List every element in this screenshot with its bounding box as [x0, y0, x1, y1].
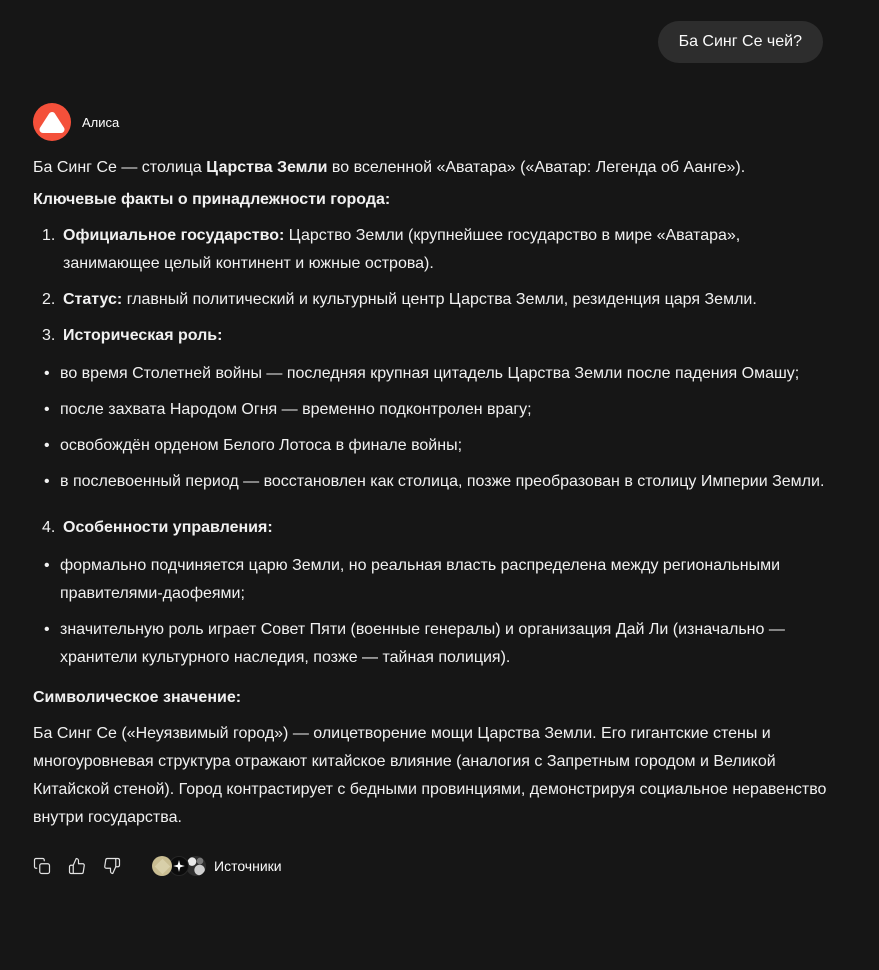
item-number: 3. [42, 327, 56, 344]
list-item: • после захвата Народом Огня — временно подконтролен врагу; [60, 396, 827, 424]
source-favicon-2 [169, 856, 189, 876]
facts-heading: Ключевые факты о принадлежности города: [33, 191, 391, 208]
copy-icon [33, 857, 51, 875]
assistant-name: Алиса [82, 114, 120, 130]
item-body-text: Царство Земли (крупнейшее государство в мире «Аватара», занимающее целый континент и южные острова). [63, 227, 741, 272]
list-item: • во время Столетней войны — последняя крупная цитадель Царства Земли после падения Омашу; [60, 360, 827, 388]
item-text [63, 514, 827, 542]
item-bold-label: Статус: [63, 291, 123, 308]
item-number: 2. [42, 291, 56, 308]
symbolic-heading: Символическое значение: [33, 689, 242, 706]
item-text [63, 222, 827, 278]
item-number: 1. [42, 227, 56, 244]
thumbs-down-button[interactable] [103, 857, 121, 875]
list-item: • освобождён орденом Белого Лотоса в финале войны; [60, 432, 827, 460]
intro-text: Ба Синг Се — столица [33, 159, 207, 176]
source-favicon-1 [152, 856, 172, 876]
item-body-text: главный политический и культурный центр Царства Земли, резиденция царя Земли. [122, 291, 757, 308]
intro-text-after: во вселенной «Аватара» («Аватар: Легенда об Аанге»). [327, 159, 746, 176]
diamond-icon [154, 858, 170, 874]
assistant-header [33, 103, 846, 141]
thumbs-down-icon [103, 857, 121, 875]
numbered-list-continued [33, 514, 827, 542]
governance-bullet-list [33, 552, 827, 672]
sources-label: Источники [214, 858, 282, 874]
user-message-text: Ба Синг Се чей? [678, 33, 802, 50]
intro-bold-text: Царства Земли [206, 159, 328, 176]
numbered-item [33, 222, 827, 278]
list-item: • в послевоенный период — восстановлен как столица, позже преобразован в столицу Империи Земли. [60, 468, 827, 496]
symbolic-paragraph: Ба Синг Се («Неуязвимый город») — олицетворение мощи Царства Земли. Его гигантские стены и многоуровневая структура отражают китайское влияние (аналогия с Запретным городом и Великой Китайской стеной). Город контрастирует с бедными провинциями, демонстрируя социальное неравенство внутри государства. [33, 725, 827, 826]
copy-button[interactable] [33, 857, 51, 875]
item-bold-label: Официальное государство: [63, 227, 285, 244]
numbered-item [33, 286, 827, 314]
list-item: • формально подчиняется царю Земли, но реальная власть распределена между региональными правителями-даофеями; [60, 552, 827, 608]
numbered-item [33, 322, 827, 350]
thumbs-up-button[interactable] [68, 857, 86, 875]
alice-avatar [33, 103, 71, 141]
item-text [63, 286, 827, 314]
user-message-row [33, 21, 846, 63]
alice-logo-icon [33, 103, 71, 141]
history-bullet-list [33, 360, 827, 496]
user-message-bubble [658, 21, 823, 63]
numbered-list [33, 222, 827, 350]
intro-paragraph [33, 154, 827, 182]
sparkle-icon [172, 859, 186, 873]
source-favicon-3 [186, 856, 206, 876]
assistant-message-body [33, 154, 827, 832]
sources-chip[interactable] [152, 856, 282, 876]
message-toolbar [33, 854, 846, 878]
item-bold-label: Особенности управления: [63, 519, 273, 536]
item-bold-label: Историческая роль: [63, 327, 223, 344]
assistant-message [33, 103, 846, 878]
item-text [63, 322, 827, 350]
numbered-item [33, 514, 827, 542]
thumbs-up-icon [68, 857, 86, 875]
item-number: 4. [42, 519, 56, 536]
list-item: • значительную роль играет Совет Пяти (военные генералы) и организация Дай Ли (изначально — хранители культурного наследия, позже — тайная полиция). [60, 616, 827, 672]
